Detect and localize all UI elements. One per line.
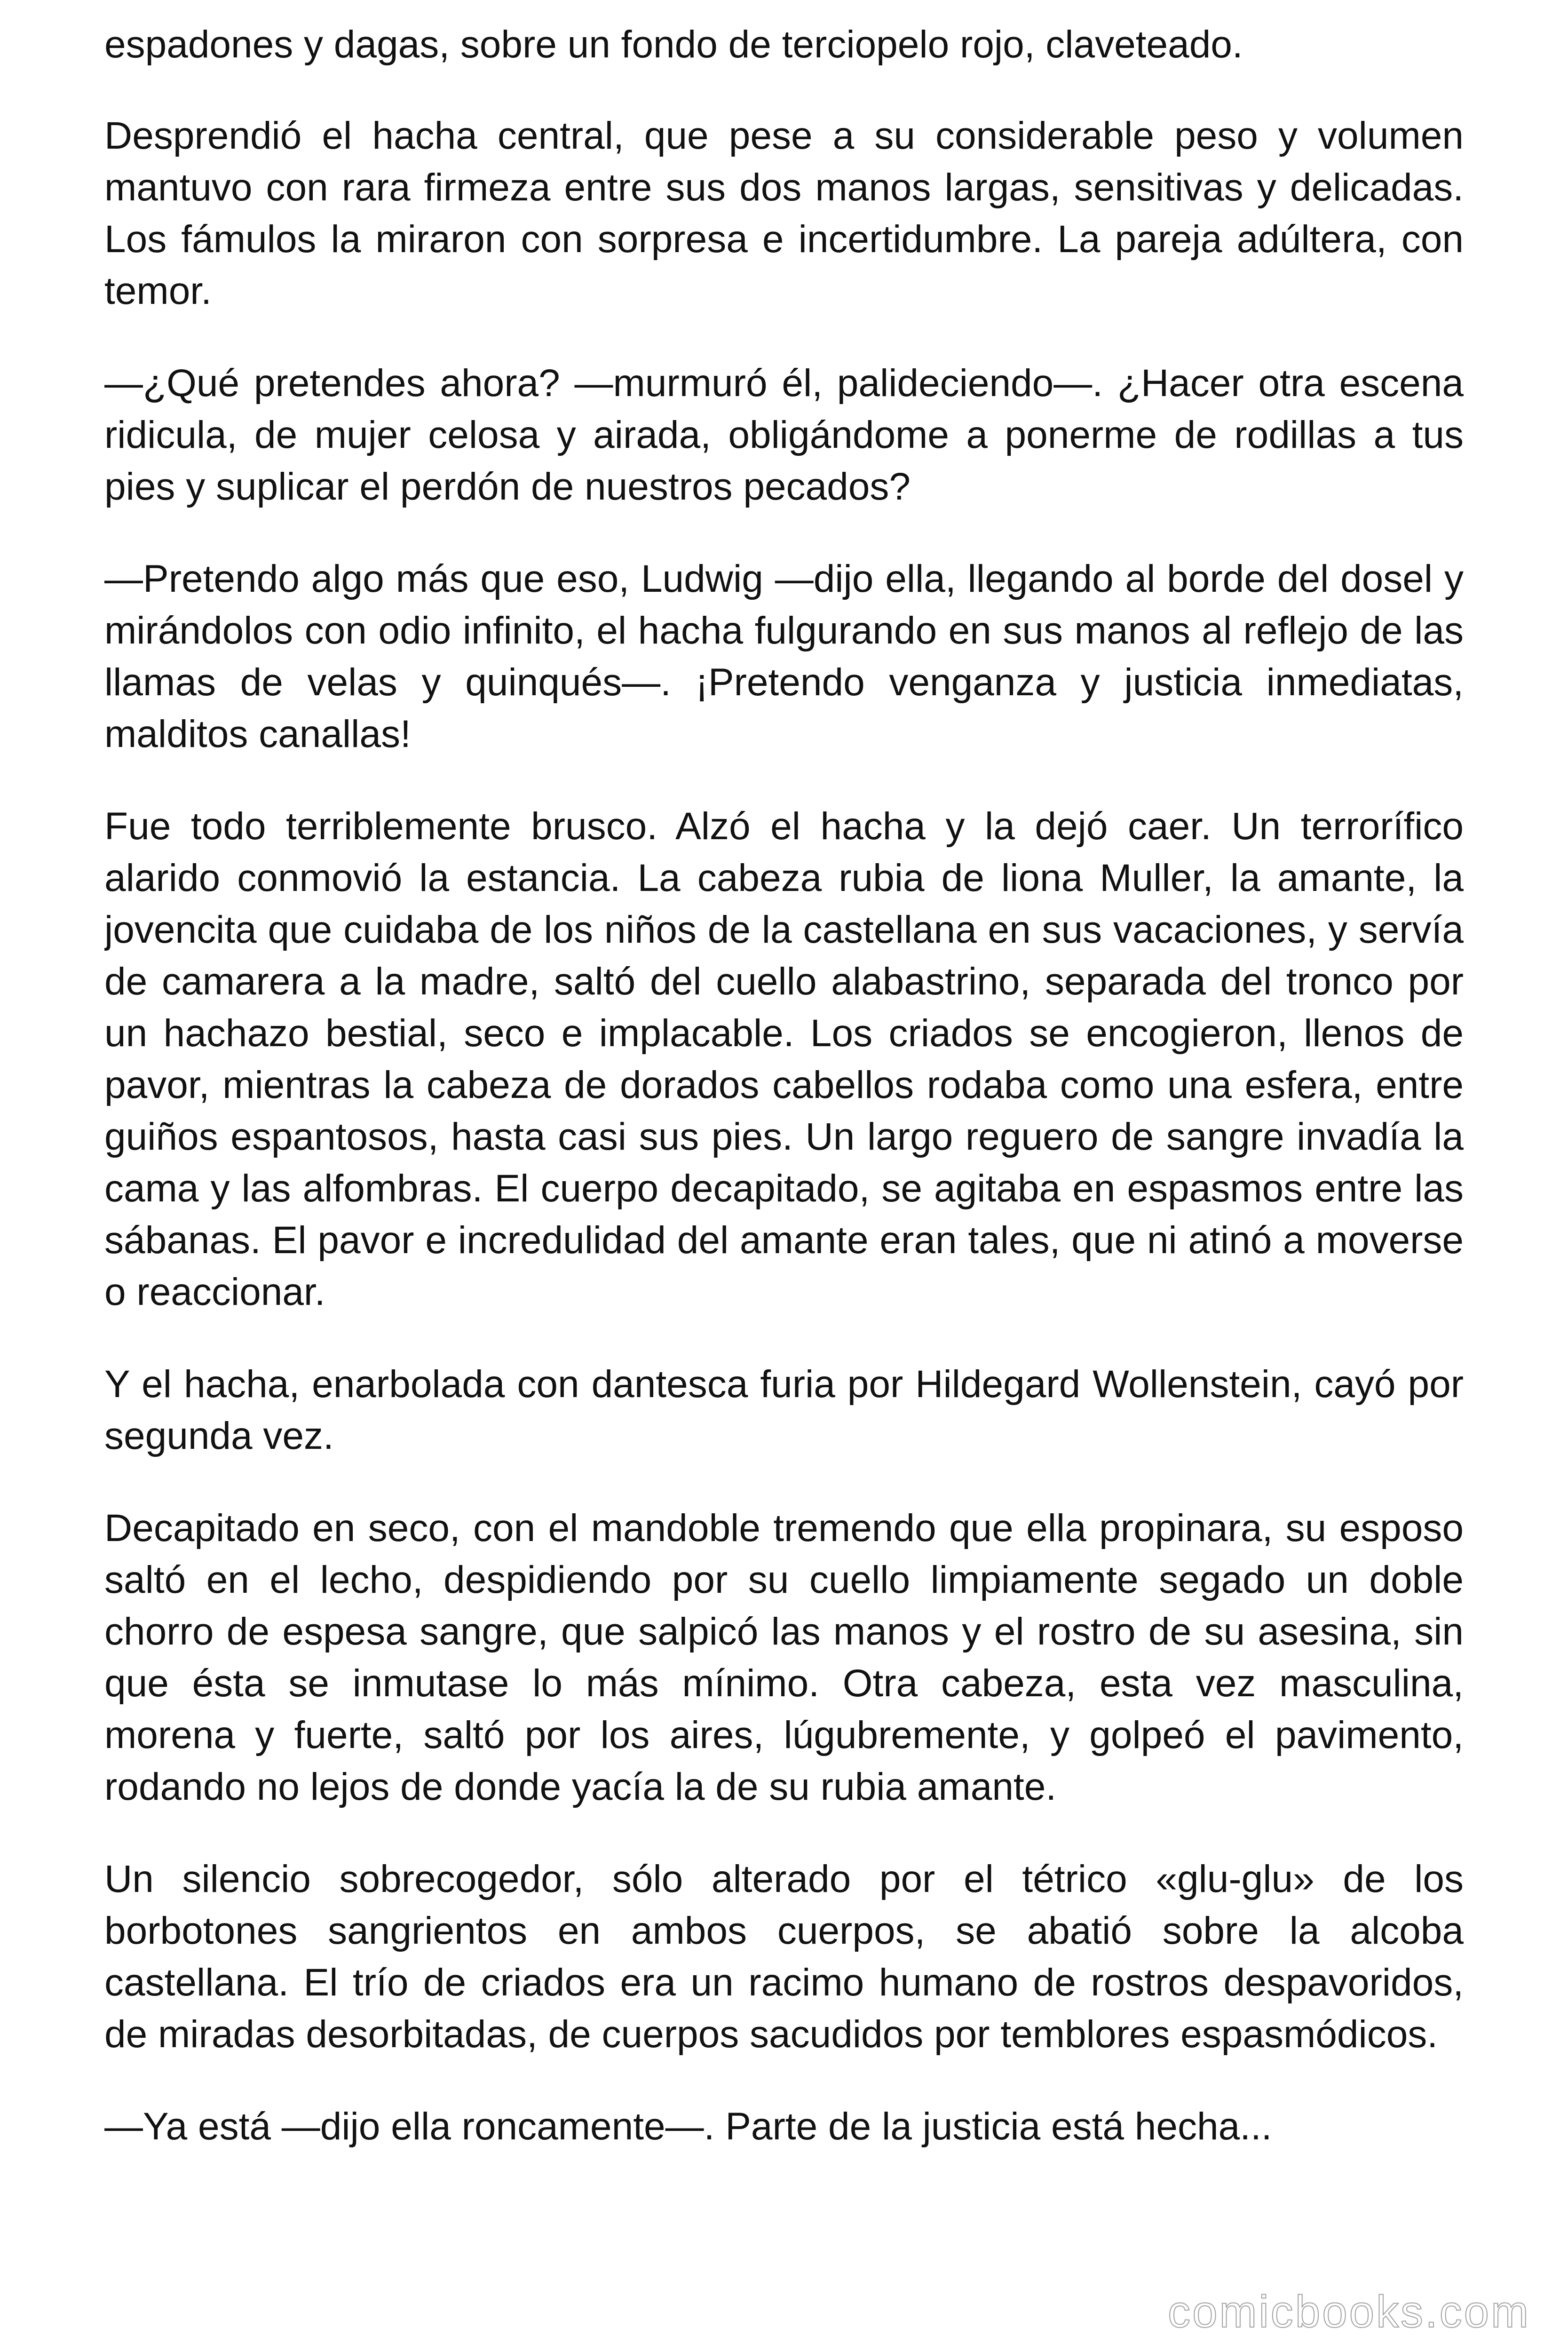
paragraph-3: —¿Qué pretendes ahora? —murmuró él, palideciendo—. ¿Hacer otra escena ridicula, de mujer celosa y airada, obligándome a ponerme de rodillas a tus pies y suplicar el perdón de nuestros pecados? [104, 362, 1464, 508]
paragraph-5: Fue todo terriblemente brusco. Alzó el hacha y la dejó caer. Un terrorífico alarido conmovió la estancia. La cabeza rubia de liona Muller, la amante, la jovencita que cuidaba de los niños de la castellana en sus vacaciones, y servía de camarera a la madre, saltó del cuello alabastrino, separada del tronco por un hachazo bestial, seco e implacable. Los criados se encogieron, llenos de pavor, mientras la cabeza de dorados cabellos rodaba como una esfera, entre guiños espantosos, hasta casi sus pies. Un largo reguero de sangre invadía la cama y las alfombras. El cuerpo decapitado, se agitaba en espasmos entre las sábanas. El pavor e incredulidad del amante eran tales, que ni atinó a moverse o reaccionar. [104, 805, 1464, 1313]
paragraph-4: —Pretendo algo más que eso, Ludwig —dijo ella, llegando al borde del dosel y mirándolos con odio infinito, el hacha fulgurando en sus manos al reflejo de las llamas de velas y quinqués—. ¡Pretendo venganza y justicia inmediatas, malditos canallas! [104, 557, 1464, 755]
paragraph-7: Decapitado en seco, con el mandoble tremendo que ella propinara, su esposo saltó en el lecho, despidiendo por su cuello limpiamente segado un doble chorro de espesa sangre, que salpicó las manos y el rostro de su asesina, sin que ésta se inmutase lo más mínimo. Otra cabeza, esta vez masculina, morena y fuerte, saltó por los aires, lúgubremente, y golpeó el pavimento, rodando no lejos de donde yacía la de su rubia amante. [104, 1507, 1464, 1808]
paragraph-6: Y el hacha, enarbolada con dantesca furia por Hildegard Wollenstein, cayó por segunda vez. [104, 1363, 1464, 1457]
paragraph-8: Un silencio sobrecogedor, sólo alterado por el tétrico «glu-glu» de los borbotones sangrientos en ambos cuerpos, se abatió sobre la alcoba castellana. El trío de criados era un racimo humano de rostros despavoridos, de miradas desorbitadas, de cuerpos sacudidos por temblores espasmódicos. [104, 1858, 1464, 2056]
paragraph-1: espadones y dagas, sobre un fondo de terciopelo rojo, claveteado. [104, 23, 1243, 66]
document-page [104, 19, 1464, 2343]
paragraph-2: Desprendió el hacha central, que pese a su considerable peso y volumen mantuvo con rara firmeza entre sus dos manos largas, sensitivas y delicadas. Los fámulos la miraron con sorpresa e incertidumbre. La pareja adúltera, con temor. [104, 114, 1464, 312]
paragraph-9: —Ya está —dijo ella roncamente—. Parte de la justicia está hecha... [104, 2105, 1272, 2148]
watermark: comicbooks.com [1168, 2287, 1530, 2337]
